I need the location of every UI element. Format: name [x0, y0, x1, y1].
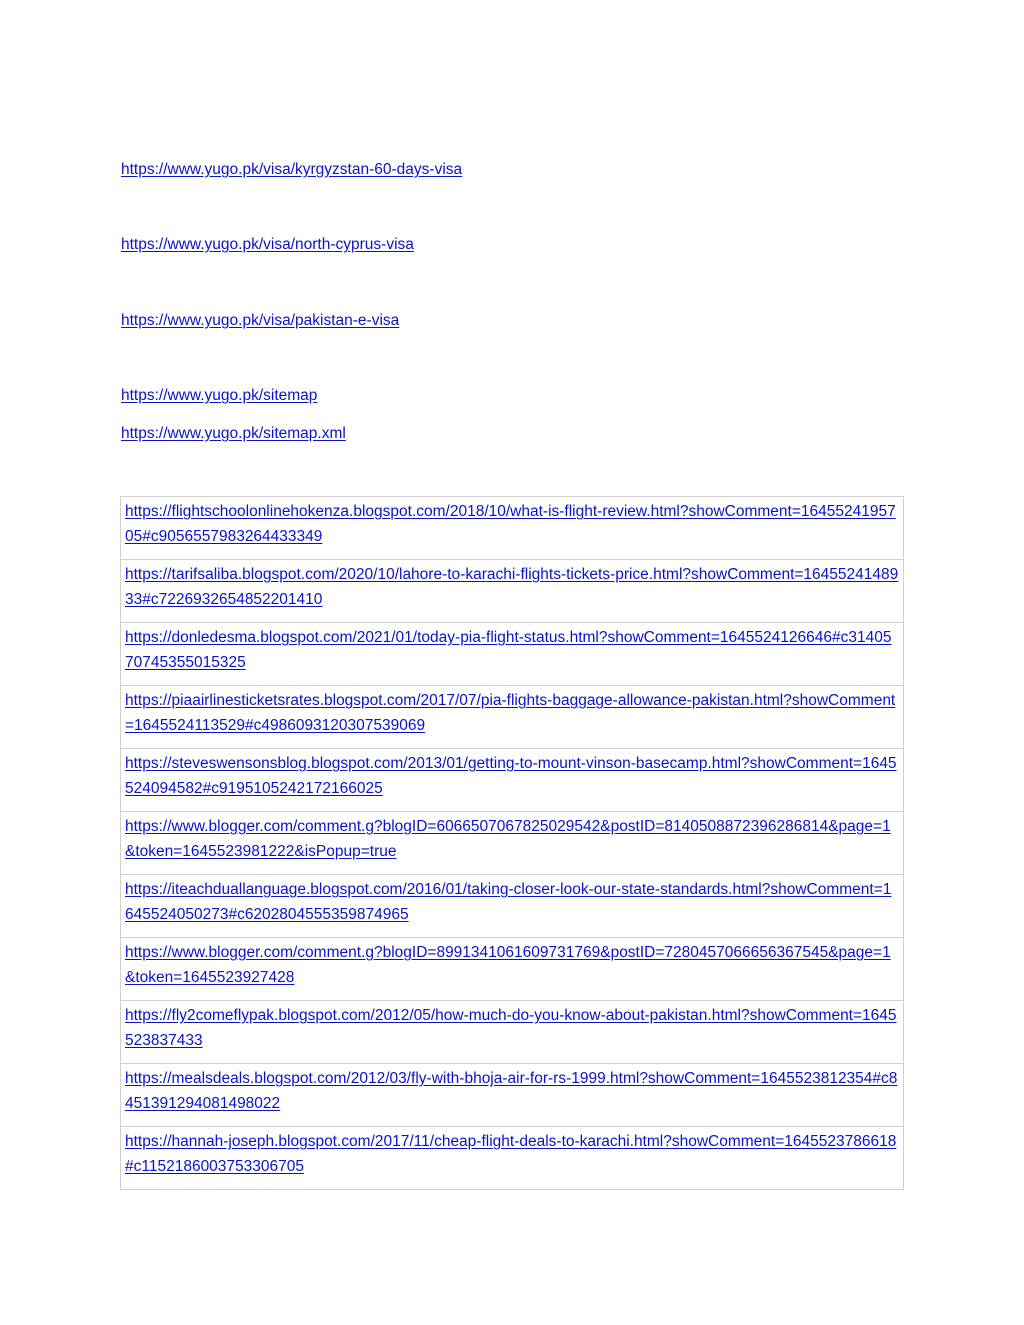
table-row: [121, 749, 904, 812]
table-link[interactable]: https://www.blogger.com/comment.g?blogID=8991341061609731769&postID=7280457066656367545&page=1&token=1645523927428: [125, 944, 891, 986]
table-link[interactable]: https://flightschoolonlinehokenza.blogspot.com/2018/10/what-is-flight-review.html?showComment=1645524195705#c9056557983264433349: [125, 503, 896, 545]
table-row: [121, 812, 904, 875]
table-cell: [121, 560, 904, 623]
table-row: [121, 623, 904, 686]
table-cell: [121, 1127, 904, 1190]
link-sitemap[interactable]: https://www.yugo.pk/sitemap: [121, 387, 318, 404]
link-pakistan-e-visa[interactable]: https://www.yugo.pk/visa/pakistan-e-visa: [121, 312, 400, 329]
link-sitemap-xml[interactable]: https://www.yugo.pk/sitemap.xml: [121, 425, 346, 442]
table-cell: [121, 938, 904, 1001]
table-row: [121, 686, 904, 749]
table-row: [121, 1001, 904, 1064]
table-row: [121, 1064, 904, 1127]
table-link[interactable]: https://piaairlinesticketsrates.blogspot.com/2017/07/pia-flights-baggage-allowance-pakistan.html?showComment=1645524113529#c4986093120307539069: [125, 692, 896, 734]
table-cell: [121, 1064, 904, 1127]
table-link[interactable]: https://mealsdeals.blogspot.com/2012/03/fly-with-bhoja-air-for-rs-1999.html?showComment=1645523812354#c8451391294081498022: [125, 1070, 898, 1112]
table-cell: [121, 749, 904, 812]
link-north-cyprus-visa[interactable]: https://www.yugo.pk/visa/north-cyprus-visa: [121, 236, 414, 253]
table-cell: [121, 875, 904, 938]
table-link[interactable]: https://www.blogger.com/comment.g?blogID=6066507067825029542&postID=8140508872396286814&page=1&token=1645523981222&isPopup=true: [125, 818, 891, 860]
table-link[interactable]: https://tarifsaliba.blogspot.com/2020/10/lahore-to-karachi-flights-tickets-price.html?showComment=1645524148933#c7226932654852201410: [125, 566, 899, 608]
table-link[interactable]: https://donledesma.blogspot.com/2021/01/today-pia-flight-status.html?showComment=1645524126646#c3140570745355015325: [125, 629, 892, 671]
table-link[interactable]: https://iteachduallanguage.blogspot.com/2016/01/taking-closer-look-our-state-standards.html?showComment=1645524050273#c6202804555359874965: [125, 881, 892, 923]
table-link[interactable]: https://fly2comeflypak.blogspot.com/2012/05/how-much-do-you-know-about-pakistan.html?showComment=1645523837433: [125, 1007, 897, 1049]
table-cell: [121, 812, 904, 875]
table-row: [121, 497, 904, 560]
table-row: [121, 875, 904, 938]
table-cell: [121, 623, 904, 686]
link-kyrgyzstan-visa[interactable]: https://www.yugo.pk/visa/kyrgyzstan-60-days-visa: [121, 161, 463, 178]
table-cell: [121, 497, 904, 560]
table-link[interactable]: https://steveswensonsblog.blogspot.com/2013/01/getting-to-mount-vinson-basecamp.html?showComment=1645524094582#c9195105242172166025: [125, 755, 897, 797]
table-cell: [121, 686, 904, 749]
table-row: [121, 560, 904, 623]
table-row: [121, 1127, 904, 1190]
links-table: [120, 496, 904, 1190]
table-link[interactable]: https://hannah-joseph.blogspot.com/2017/11/cheap-flight-deals-to-karachi.html?showComment=1645523786618#c1152186003753306705: [125, 1133, 897, 1175]
table-cell: [121, 1001, 904, 1064]
table-row: [121, 938, 904, 1001]
